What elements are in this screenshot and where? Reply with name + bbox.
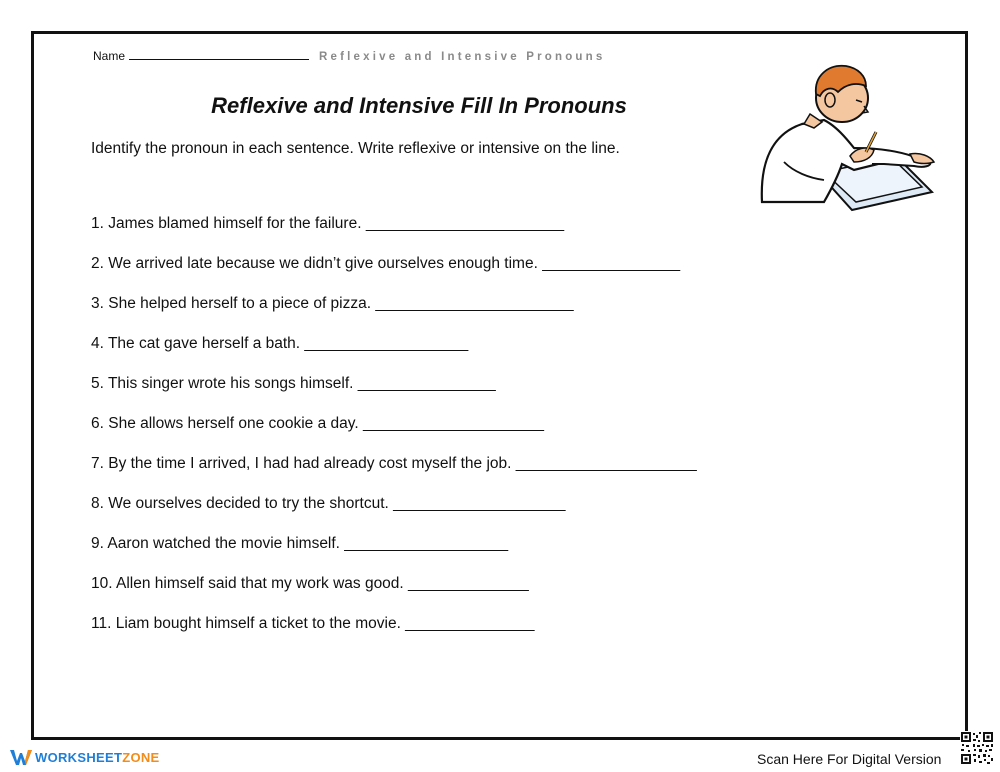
question-item: 10. Allen himself said that my work was good. ______________ bbox=[91, 575, 529, 592]
name-label: Name bbox=[93, 49, 126, 63]
logo-text-worksheet: WORKSHEET bbox=[35, 749, 123, 765]
question-item: 5. This singer wrote his songs himself. ________________ bbox=[91, 375, 496, 392]
question-item: 8. We ourselves decided to try the shortcut. ____________________ bbox=[91, 495, 566, 512]
qr-code-icon[interactable] bbox=[960, 731, 994, 765]
name-row bbox=[93, 49, 605, 63]
question-item: 7. By the time I arrived, I had had already cost myself the job. _____________________ bbox=[91, 455, 697, 472]
name-field-line bbox=[129, 49, 309, 60]
question-item: 1. James blamed himself for the failure. _______________________ bbox=[91, 215, 565, 232]
question-list bbox=[91, 214, 697, 654]
question-item: 4. The cat gave herself a bath. ___________________ bbox=[91, 335, 469, 352]
logo-text-zone: ZONE bbox=[122, 749, 160, 765]
question-item: 9. Aaron watched the movie himself. ___________________ bbox=[91, 535, 509, 552]
header-subtitle: Reflexive and Intensive Pronouns bbox=[319, 51, 606, 63]
page-title: Reflexive and Intensive Fill In Pronouns bbox=[211, 93, 627, 118]
instructions: Identify the pronoun in each sentence. Write reflexive or intensive on the line. bbox=[91, 140, 620, 157]
question-item: 6. She allows herself one cookie a day. _____________________ bbox=[91, 415, 545, 432]
scan-instruction: Scan Here For Digital Version bbox=[757, 751, 942, 767]
worksheetzone-logo[interactable] bbox=[10, 748, 160, 766]
question-item: 11. Liam bought himself a ticket to the movie. _______________ bbox=[91, 615, 535, 632]
worksheetzone-logo-icon bbox=[10, 748, 32, 766]
student-writing-illustration bbox=[754, 52, 939, 212]
question-item: 2. We arrived late because we didn’t give ourselves enough time. ________________ bbox=[91, 255, 681, 272]
worksheet-frame bbox=[31, 31, 968, 740]
question-item: 3. She helped herself to a piece of pizza. _______________________ bbox=[91, 295, 574, 312]
